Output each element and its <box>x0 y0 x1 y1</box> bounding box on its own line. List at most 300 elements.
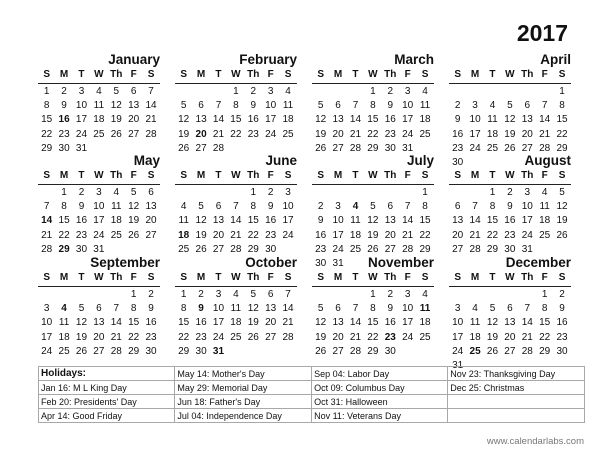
day-cell: 12 <box>178 114 190 126</box>
day-cell: 31 <box>212 345 225 357</box>
day-cell: 19 <box>486 331 499 343</box>
day-cell: 4 <box>233 289 239 300</box>
day-cell: 28 <box>349 142 362 154</box>
days-grid <box>449 288 571 373</box>
day-cell: 13 <box>332 317 344 329</box>
weekday-header <box>175 271 297 287</box>
day-cell: 14 <box>212 114 225 126</box>
weekday-header <box>449 169 571 185</box>
holiday-cell <box>448 409 585 423</box>
day-cell: 19 <box>178 128 190 140</box>
weekday-label: S <box>421 170 429 181</box>
holiday-cell: May 14: Mother's Day <box>175 367 312 381</box>
day-cell: 31 <box>521 243 533 255</box>
day-cell: 10 <box>332 215 344 227</box>
day-cell: 4 <box>180 201 187 213</box>
weekday-label: M <box>470 272 480 283</box>
day-cell: 26 <box>110 128 122 140</box>
day-cell: 15 <box>539 317 551 329</box>
day-cell: 1 <box>559 86 565 97</box>
day-cell: 29 <box>539 345 551 357</box>
day-cell: 3 <box>96 187 102 198</box>
day-cell: 28 <box>110 345 122 357</box>
day-cell: 22 <box>247 229 259 241</box>
day-cell: 24 <box>452 345 464 357</box>
day-cell: 11 <box>282 100 294 112</box>
weekday-label: M <box>59 272 69 283</box>
day-cell: 7 <box>148 86 154 97</box>
weekday-label: Th <box>247 69 260 80</box>
holiday-cell: Dec 25: Christmas <box>448 381 585 395</box>
weekday-header <box>312 169 434 185</box>
day-cell: 30 <box>384 142 396 154</box>
day-cell: 9 <box>559 303 565 315</box>
day-cell: 13 <box>145 201 157 213</box>
holiday-cell: May 29: Memorial Day <box>175 381 312 395</box>
holiday-row <box>39 409 585 423</box>
month-name: June <box>265 153 297 168</box>
day-cell: 27 <box>128 128 140 140</box>
day-cell: 12 <box>367 215 379 227</box>
weekday-label: M <box>333 69 343 80</box>
weekday-label: Th <box>247 272 260 283</box>
day-cell: 21 <box>230 229 242 241</box>
day-cell: 20 <box>93 331 105 343</box>
day-cell: 15 <box>58 215 70 227</box>
weekday-label: T <box>215 170 222 181</box>
weekday-label: T <box>215 69 222 80</box>
weekday-header <box>449 68 571 84</box>
weekday-label: W <box>505 69 515 80</box>
empty-cell <box>536 85 553 99</box>
day-cell: 21 <box>145 114 157 126</box>
weekday-label: Th <box>384 272 397 283</box>
day-cell: 24 <box>212 331 225 343</box>
day-cell: 17 <box>265 114 277 126</box>
day-cell: 17 <box>282 215 294 227</box>
day-cell: 15 <box>367 114 379 126</box>
day-cell: 22 <box>41 128 53 140</box>
day-cell: 8 <box>541 303 548 315</box>
day-cell: 10 <box>282 201 294 213</box>
day-cell: 17 <box>93 215 105 227</box>
empty-cell <box>449 186 466 200</box>
empty-cell <box>175 186 192 200</box>
weekday-label: Th <box>521 170 534 181</box>
day-cell: 23 <box>58 128 70 140</box>
day-cell: 25 <box>469 345 481 357</box>
day-cell: 9 <box>148 303 154 315</box>
day-cell: 28 <box>469 243 481 255</box>
empty-cell <box>108 288 125 302</box>
empty-cell <box>484 85 501 99</box>
day-cell: 10 <box>521 201 533 213</box>
day-cell: 24 <box>265 128 277 140</box>
day-cell: 21 <box>110 331 122 343</box>
empty-cell <box>382 186 399 200</box>
month-march <box>312 52 434 156</box>
weekday-label: W <box>231 170 241 181</box>
day-cell: 27 <box>504 345 516 357</box>
day-cell: 29 <box>41 142 53 154</box>
empty-cell <box>329 288 346 302</box>
day-cell: 12 <box>556 201 568 213</box>
day-cell: 29 <box>367 142 379 154</box>
day-cell: 20 <box>195 128 207 140</box>
day-cell: 8 <box>233 100 239 112</box>
year-title: 2017 <box>516 20 568 46</box>
days-grid <box>175 186 297 257</box>
day-cell: 17 <box>332 229 344 241</box>
day-cell: 20 <box>145 215 157 227</box>
day-cell: 3 <box>215 289 222 300</box>
day-cell: 23 <box>504 229 516 241</box>
weekday-label: S <box>147 69 155 80</box>
day-cell: 24 <box>521 229 533 241</box>
weekday-label: F <box>404 170 411 181</box>
day-cell: 5 <box>370 201 376 213</box>
day-cell: 16 <box>452 128 464 140</box>
day-cell: 7 <box>43 201 50 213</box>
day-cell: 11 <box>487 114 498 126</box>
weekday-label: M <box>470 170 480 181</box>
day-cell: 1 <box>489 187 496 198</box>
weekday-label: W <box>505 170 515 181</box>
day-cell: 9 <box>317 215 324 227</box>
day-cell: 7 <box>215 100 222 112</box>
day-cell: 27 <box>145 229 157 241</box>
day-cell: 11 <box>111 201 122 213</box>
day-cell: 5 <box>113 86 120 97</box>
day-cell: 21 <box>282 317 294 329</box>
weekday-label: W <box>368 272 378 283</box>
weekday-label: S <box>180 170 188 181</box>
day-cell: 30 <box>265 243 277 255</box>
weekday-label: S <box>558 69 566 80</box>
weekday-label: W <box>94 170 104 181</box>
month-name: April <box>540 52 571 67</box>
weekday-label: F <box>404 272 411 283</box>
day-cell: 4 <box>422 289 428 300</box>
weekday-label: M <box>196 69 206 80</box>
holiday-cell: Oct 31: Halloween <box>312 395 448 409</box>
days-grid <box>38 288 160 359</box>
day-cell: 10 <box>265 100 277 112</box>
day-cell: 14 <box>521 317 533 329</box>
empty-cell <box>312 288 329 302</box>
day-cell: 16 <box>247 114 259 126</box>
day-cell: 20 <box>504 331 516 343</box>
day-cell: 25 <box>419 331 431 343</box>
day-cell: 30 <box>315 257 327 269</box>
day-cell: 17 <box>402 317 414 329</box>
day-cell: 25 <box>419 128 431 140</box>
empty-cell <box>501 288 518 302</box>
day-cell: 12 <box>75 317 88 329</box>
weekday-label: F <box>541 272 548 283</box>
day-cell: 1 <box>422 187 428 198</box>
weekday-label: T <box>215 272 222 283</box>
day-cell: 23 <box>75 229 88 241</box>
day-cell: 31 <box>93 243 105 255</box>
day-cell: 15 <box>41 114 53 126</box>
day-cell: 12 <box>504 114 516 126</box>
day-cell: 7 <box>285 289 291 300</box>
day-cell: 2 <box>148 289 154 300</box>
day-cell: 8 <box>559 100 565 112</box>
holiday-cell: Nov 23: Thanksgiving Day <box>448 367 585 381</box>
weekday-label: F <box>404 69 411 80</box>
day-cell: 23 <box>452 142 464 154</box>
weekday-label: S <box>147 272 155 283</box>
day-cell: 9 <box>61 100 67 112</box>
day-cell: 8 <box>61 201 67 213</box>
day-cell: 15 <box>419 215 431 227</box>
weekday-label: W <box>231 69 241 80</box>
weekday-label: M <box>333 272 343 283</box>
weekday-label: S <box>180 69 188 80</box>
day-cell: 26 <box>504 142 516 154</box>
weekday-label: F <box>130 170 137 181</box>
weekday-label: T <box>78 272 85 283</box>
month-name: January <box>108 52 160 67</box>
day-cell: 6 <box>96 303 102 315</box>
month-name: August <box>524 153 571 168</box>
day-cell: 16 <box>556 317 568 329</box>
month-november <box>312 255 434 359</box>
day-cell: 11 <box>350 215 361 227</box>
day-cell: 20 <box>332 128 344 140</box>
weekday-label: S <box>284 69 292 80</box>
weekday-label: S <box>454 272 462 283</box>
empty-cell <box>484 288 501 302</box>
day-cell: 31 <box>452 359 464 371</box>
weekday-label: S <box>180 272 188 283</box>
month-september <box>38 255 160 359</box>
footer-url: www.calendarlabs.com <box>486 436 584 447</box>
holidays-title: Holidays: <box>39 367 175 381</box>
weekday-label: S <box>43 69 51 80</box>
empty-cell <box>90 288 107 302</box>
day-cell: 20 <box>212 229 225 241</box>
day-cell: 8 <box>370 303 376 315</box>
day-cell: 2 <box>267 187 274 198</box>
day-cell: 22 <box>419 229 431 241</box>
day-cell: 26 <box>556 229 568 241</box>
day-cell: 12 <box>110 100 122 112</box>
empty-cell <box>192 186 209 200</box>
day-cell: 6 <box>215 201 222 213</box>
day-cell: 30 <box>556 345 568 357</box>
day-cell: 27 <box>212 243 225 255</box>
empty-cell <box>466 85 483 99</box>
day-cell: 19 <box>128 215 140 227</box>
day-cell: 28 <box>212 142 225 154</box>
day-cell: 28 <box>41 243 53 255</box>
day-cell: 30 <box>452 156 464 168</box>
weekday-label: W <box>231 272 241 283</box>
day-cell: 25 <box>230 331 242 343</box>
day-cell: 6 <box>198 100 204 112</box>
empty-cell <box>329 85 346 99</box>
weekday-label: S <box>43 170 51 181</box>
day-cell: 24 <box>469 142 481 154</box>
weekday-label: F <box>130 272 137 283</box>
day-cell: 22 <box>486 229 499 241</box>
day-cell: 30 <box>195 345 207 357</box>
day-cell: 3 <box>404 86 411 97</box>
day-cell: 9 <box>198 303 204 315</box>
day-cell: 17 <box>469 128 481 140</box>
holiday-cell: Nov 11: Veterans Day <box>312 409 448 423</box>
empty-cell <box>192 85 209 99</box>
days-grid <box>175 85 297 156</box>
weekday-label: Th <box>384 170 397 181</box>
day-cell: 10 <box>41 317 53 329</box>
day-cell: 6 <box>454 201 461 213</box>
day-cell: 21 <box>212 128 225 140</box>
holiday-cell: Jul 04: Independence Day <box>175 409 312 423</box>
day-cell: 27 <box>452 243 464 255</box>
day-cell: 13 <box>128 100 140 112</box>
day-cell: 29 <box>58 243 70 255</box>
weekday-label: S <box>43 272 51 283</box>
day-cell: 15 <box>230 114 242 126</box>
day-cell: 16 <box>384 317 396 329</box>
day-cell: 26 <box>195 243 207 255</box>
day-cell: 1 <box>250 187 257 198</box>
day-cell: 7 <box>352 303 359 315</box>
day-cell: 29 <box>556 142 568 154</box>
day-cell: 28 <box>230 243 242 255</box>
day-cell: 2 <box>78 187 85 198</box>
weekday-label: S <box>284 170 292 181</box>
day-cell: 4 <box>472 303 478 315</box>
day-cell: 20 <box>384 229 396 241</box>
weekday-label: T <box>352 170 359 181</box>
weekday-label: S <box>421 272 429 283</box>
holiday-cell: Apr 14: Good Friday <box>39 409 175 423</box>
month-august <box>449 153 571 257</box>
day-cell: 19 <box>75 331 88 343</box>
weekday-header <box>175 68 297 84</box>
day-cell: 19 <box>367 229 379 241</box>
day-cell: 18 <box>469 331 481 343</box>
day-cell: 6 <box>387 201 394 213</box>
month-june <box>175 153 297 257</box>
day-cell: 25 <box>93 128 105 140</box>
month-may <box>38 153 160 257</box>
day-cell: 30 <box>58 142 70 154</box>
weekday-label: S <box>317 170 325 181</box>
weekday-header <box>312 68 434 84</box>
month-name: November <box>367 255 434 270</box>
day-cell: 7 <box>404 201 411 213</box>
day-cell: 3 <box>404 289 411 300</box>
day-cell: 27 <box>93 345 105 357</box>
day-cell: 6 <box>507 303 513 315</box>
day-cell: 2 <box>454 100 461 112</box>
day-cell: 24 <box>402 128 414 140</box>
day-cell: 17 <box>41 331 53 343</box>
day-cell: 14 <box>469 215 481 227</box>
empty-cell <box>519 85 536 99</box>
day-cell: 24 <box>93 229 105 241</box>
day-cell: 18 <box>110 215 122 227</box>
day-cell: 12 <box>315 114 327 126</box>
day-cell: 18 <box>419 317 431 329</box>
day-cell: 21 <box>349 331 362 343</box>
day-cell: 24 <box>41 345 53 357</box>
weekday-label: F <box>541 69 548 80</box>
weekday-label: T <box>78 170 85 181</box>
day-cell: 13 <box>212 215 225 227</box>
month-january <box>38 52 160 156</box>
empty-cell <box>38 186 55 200</box>
day-cell: 29 <box>419 243 431 255</box>
day-cell: 17 <box>75 114 88 126</box>
day-cell: 27 <box>265 331 277 343</box>
day-cell: 25 <box>349 243 362 255</box>
weekday-header <box>312 271 434 287</box>
day-cell: 12 <box>247 303 259 315</box>
day-cell: 23 <box>315 243 327 255</box>
day-cell: 12 <box>195 215 207 227</box>
day-cell: 2 <box>198 289 204 300</box>
day-cell: 20 <box>521 128 533 140</box>
day-cell: 19 <box>315 331 327 343</box>
empty-cell <box>466 288 483 302</box>
empty-cell <box>38 288 55 302</box>
day-cell: 24 <box>75 128 88 140</box>
day-cell: 26 <box>486 345 499 357</box>
day-cell: 22 <box>178 331 190 343</box>
day-cell: 27 <box>332 142 344 154</box>
empty-cell <box>210 186 227 200</box>
day-cell: 26 <box>75 345 88 357</box>
holiday-row <box>39 367 585 381</box>
day-cell: 28 <box>145 128 157 140</box>
day-cell: 3 <box>454 303 461 315</box>
day-cell: 16 <box>315 229 327 241</box>
day-cell: 9 <box>454 114 461 126</box>
empty-cell <box>347 85 364 99</box>
day-cell: 2 <box>559 289 565 300</box>
month-october <box>175 255 297 359</box>
day-cell: 26 <box>367 243 379 255</box>
day-cell: 28 <box>521 345 533 357</box>
day-cell: 29 <box>128 345 140 357</box>
weekday-label: T <box>352 69 359 80</box>
day-cell: 3 <box>43 303 50 315</box>
day-cell: 17 <box>212 317 225 329</box>
day-cell: 31 <box>332 257 344 269</box>
holiday-cell: Oct 09: Columbus Day <box>312 381 448 395</box>
weekday-header <box>38 169 160 185</box>
day-cell: 3 <box>267 86 274 97</box>
day-cell: 19 <box>504 128 516 140</box>
day-cell: 13 <box>504 317 516 329</box>
weekday-label: Th <box>110 170 123 181</box>
empty-cell <box>312 85 329 99</box>
day-cell: 1 <box>61 187 67 198</box>
day-cell: 19 <box>195 229 207 241</box>
day-cell: 17 <box>521 215 533 227</box>
day-cell: 23 <box>384 331 396 343</box>
day-cell: 7 <box>113 303 120 315</box>
holiday-cell: Sep 04: Labor Day <box>312 367 448 381</box>
day-cell: 30 <box>504 243 516 255</box>
